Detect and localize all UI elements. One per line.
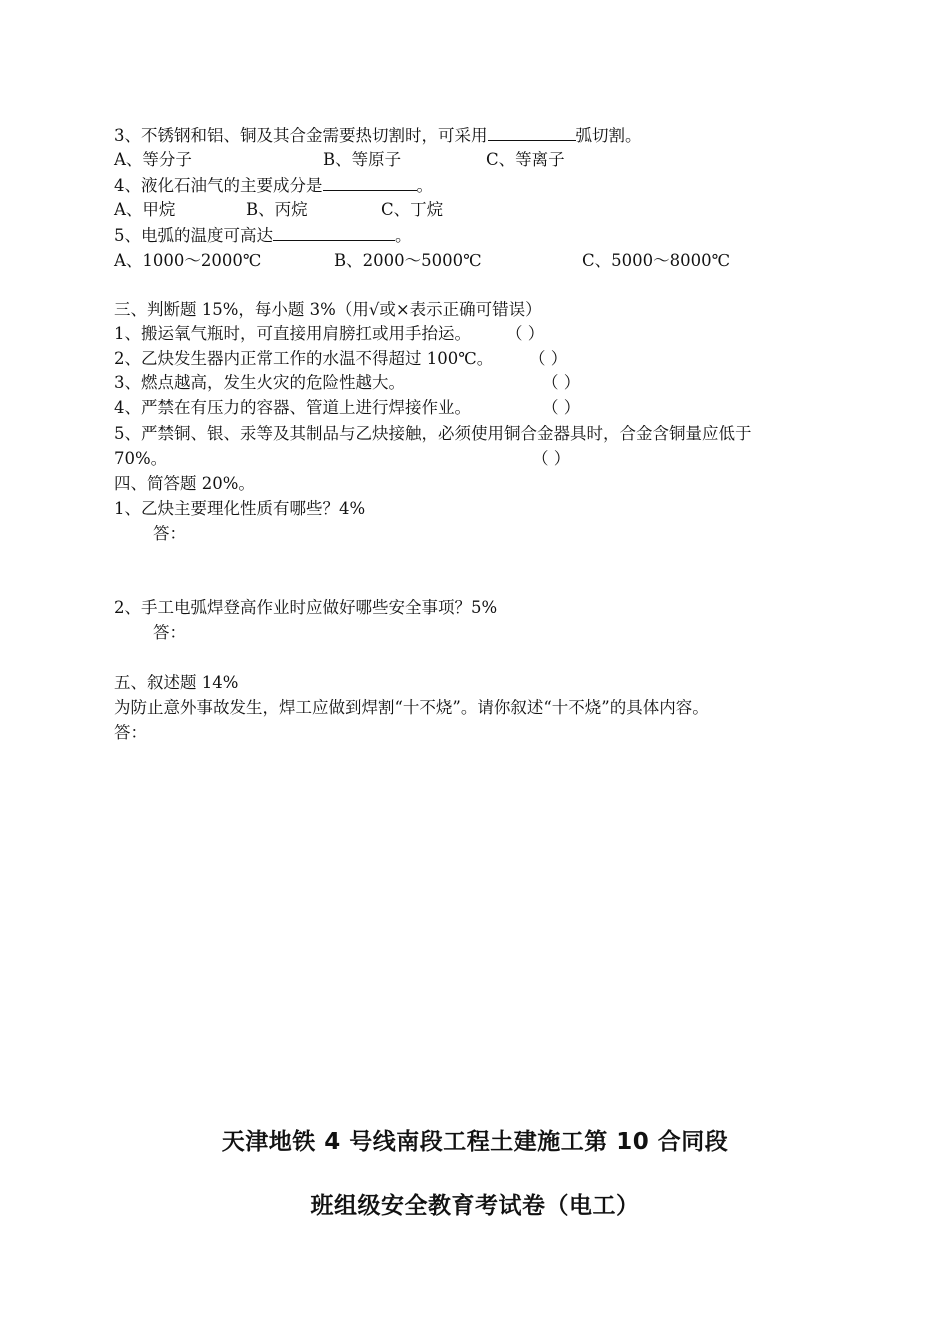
answer-parentheses: （ ） bbox=[529, 349, 568, 368]
option-c: C、丁烷 bbox=[381, 200, 444, 219]
judgment-item-3 bbox=[114, 371, 814, 395]
question-4-suffix: 。 bbox=[416, 176, 433, 195]
question-5 bbox=[114, 224, 412, 248]
answer-parentheses: （ ） bbox=[542, 398, 581, 417]
exam-title-line-2: 班组级安全教育考试卷（电工） bbox=[310, 1193, 640, 1219]
answer-blank bbox=[488, 124, 576, 141]
question-4-options bbox=[114, 198, 714, 222]
short-answer-question-1: 1、乙炔主要理化性质有哪些？4% bbox=[114, 499, 366, 518]
answer-label: 答： bbox=[153, 524, 186, 543]
judgment-item-text: 3、燃点越高，发生火灾的危险性越大。 bbox=[114, 373, 405, 392]
short-answer-question-2: 2、手工电弧焊登高作业时应做好哪些安全事项？5% bbox=[114, 598, 498, 617]
question-5-suffix: 。 bbox=[395, 226, 412, 245]
answer-parentheses: （ ） bbox=[506, 324, 545, 343]
question-3 bbox=[114, 124, 642, 148]
section-3-heading: 三、判断题 15%，每小题 3%（用√或×表示正确可错误） bbox=[114, 300, 542, 319]
question-4 bbox=[114, 174, 433, 198]
question-4-text: 4、液化石油气的主要成分是 bbox=[114, 176, 323, 195]
judgment-item-text: 4、严禁在有压力的容器、管道上进行焊接作业。 bbox=[114, 398, 471, 417]
judgment-item-text: 1、搬运氧气瓶时，可直接用肩膀扛或用手抬运。 bbox=[114, 324, 471, 343]
exam-title-line-1: 天津地铁 4 号线南段工程土建施工第 10 合同段 bbox=[221, 1129, 729, 1155]
narrative-prompt: 为防止意外事故发生，焊工应做到焊割“十不烧”。请你叙述“十不烧”的具体内容。 bbox=[114, 698, 709, 717]
question-3-options bbox=[114, 148, 714, 172]
question-5-text: 5、电弧的温度可高达 bbox=[114, 226, 273, 245]
option-a: A、甲烷 bbox=[114, 200, 176, 219]
answer-parentheses: （ ） bbox=[542, 373, 581, 392]
judgment-item-4 bbox=[114, 396, 814, 420]
judgment-item-1 bbox=[114, 322, 814, 346]
question-3-text: 3、不锈钢和铝、铜及其合金需要热切割时，可采用 bbox=[114, 126, 488, 145]
answer-parentheses: （ ） bbox=[532, 449, 571, 468]
answer-label: 答： bbox=[114, 723, 147, 742]
option-b: B、等原子 bbox=[323, 150, 402, 169]
option-b: B、2000～5000℃ bbox=[334, 251, 482, 270]
answer-blank bbox=[273, 224, 395, 241]
option-c: C、等离子 bbox=[486, 150, 565, 169]
judgment-item-5-continued bbox=[114, 447, 814, 471]
answer-blank bbox=[323, 174, 417, 191]
option-b: B、丙烷 bbox=[246, 200, 308, 219]
option-a: A、等分子 bbox=[114, 150, 192, 169]
judgment-item-text: 70%。 bbox=[114, 449, 168, 468]
option-a: A、1000～2000℃ bbox=[114, 251, 262, 270]
judgment-item-text: 2、乙炔发生器内正常工作的水温不得超过 100℃。 bbox=[114, 349, 494, 368]
section-4-heading: 四、简答题 20%。 bbox=[114, 474, 255, 493]
section-5-heading: 五、叙述题 14% bbox=[114, 673, 239, 692]
option-c: C、5000～8000℃ bbox=[582, 251, 731, 270]
judgment-item-2 bbox=[114, 347, 814, 371]
judgment-item-5: 5、严禁铜、银、汞等及其制品与乙炔接触，必须使用铜合金器具时，合金含铜量应低于 bbox=[114, 424, 752, 443]
question-5-options bbox=[114, 249, 814, 273]
question-3-suffix: 弧切割。 bbox=[575, 126, 642, 145]
answer-label: 答： bbox=[153, 623, 186, 642]
